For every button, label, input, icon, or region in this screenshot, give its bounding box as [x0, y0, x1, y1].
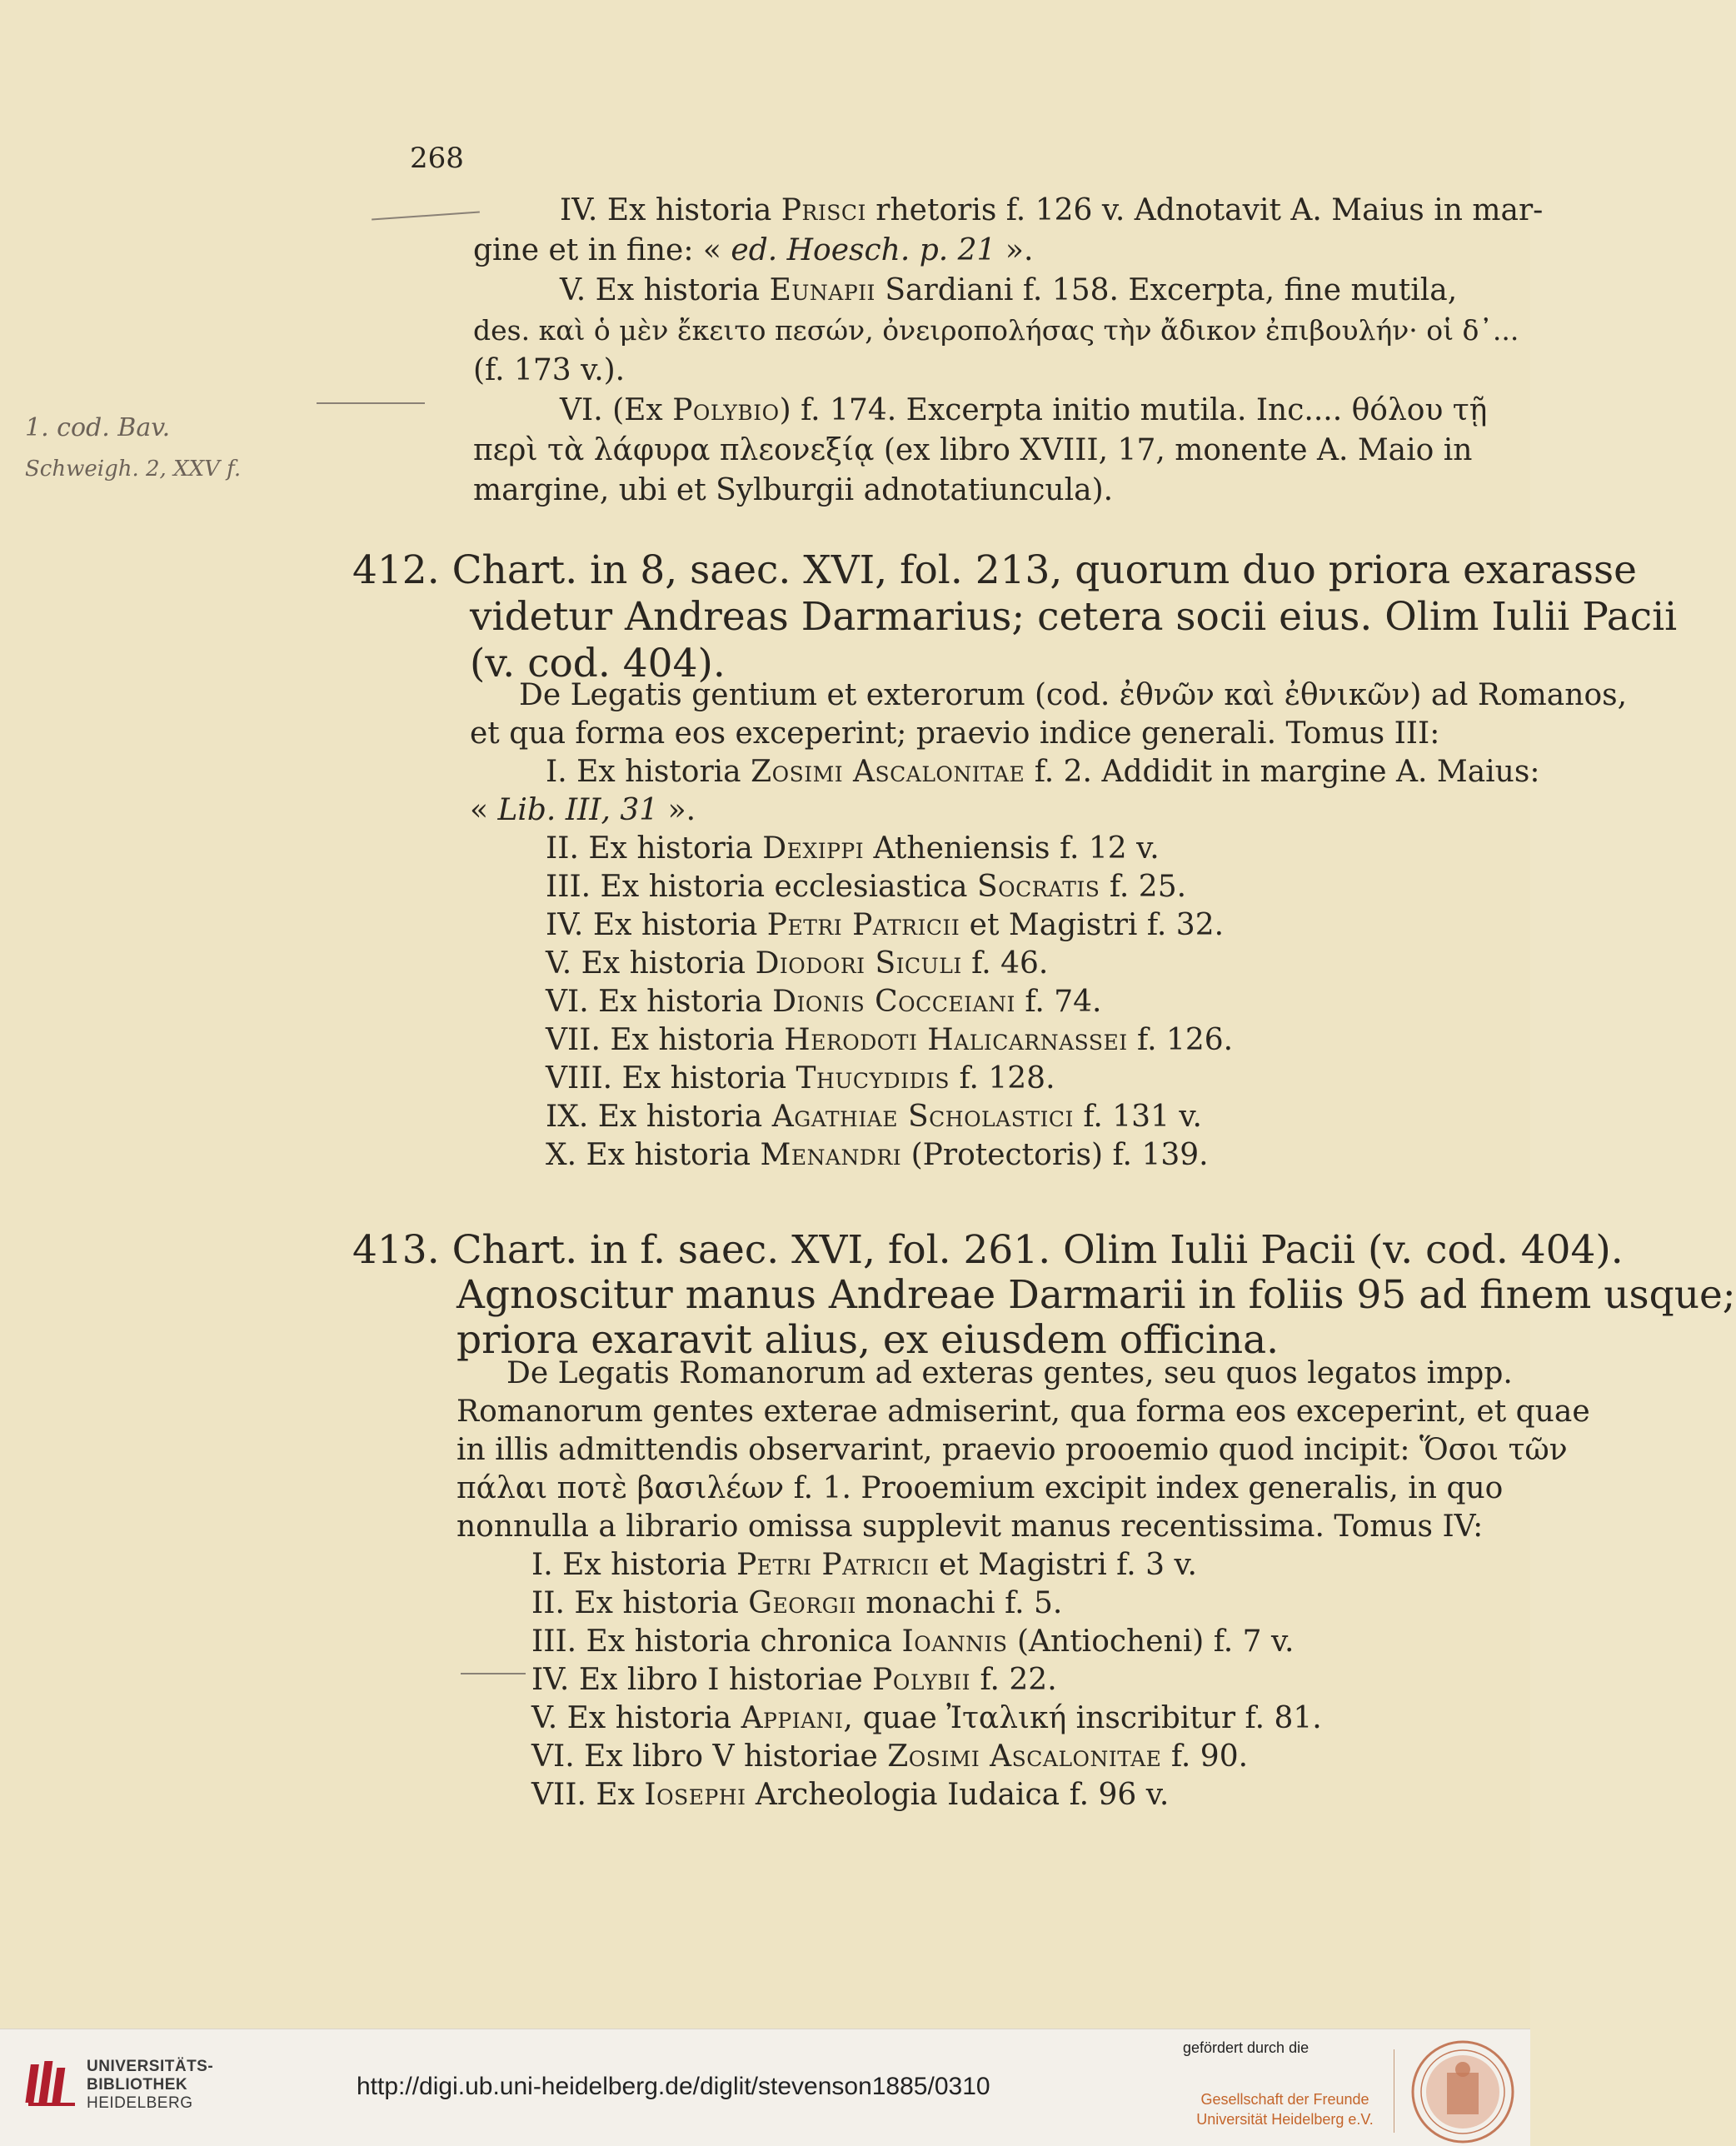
entry-412-heading: (v. cod. 404).: [470, 641, 726, 686]
pencil-mark: [317, 402, 425, 404]
entry-412-item: IX. Ex historia Agathiae Scholastici f. 131 v.: [546, 1100, 1202, 1134]
entry-412-description: De Legatis gentium et exterorum (cod. ἐθνῶν καὶ ἐθνικῶν) ad Romanos,: [519, 678, 1628, 712]
text-line: VI. (Ex Polybio) f. 174. Excerpta initio mutila. Inc.... θόλου τῇ: [560, 393, 1488, 427]
text-line: margine, ubi et Sylburgii adnotatiuncula).: [473, 473, 1114, 507]
entry-413-item: VI. Ex libro V historiae Zosimi Ascalonitae f. 90.: [531, 1739, 1249, 1774]
entry-413-description: nonnulla a librario omissa supplevit manus recentissima. Tomus IV:: [456, 1510, 1484, 1544]
entry-413-item: III. Ex historia chronica Ioannis (Antiocheni) f. 7 v.: [531, 1624, 1295, 1659]
entry-412-heading: videtur Andreas Darmarius; cetera socii eius. Olim Iulii Pacii: [470, 594, 1678, 640]
entry-413-item: VII. Ex Iosephi Archeologia Iudaica f. 96 v.: [531, 1778, 1170, 1812]
library-name[interactable]: UNIVERSITÄTS- BIBLIOTHEK HEIDELBERG: [87, 2058, 214, 2112]
entry-412-item: I. Ex historia Zosimi Ascalonitae f. 2. Addidit in margine A. Maius:: [546, 755, 1540, 789]
entry-412-item: II. Ex historia Dexippi Atheniensis f. 12 v.: [546, 831, 1160, 866]
text-line: gine et in fine: « ed. Hoesch. p. 21 ».: [473, 233, 1034, 267]
text-line: (f. 173 v.).: [473, 353, 626, 387]
entry-412-item: V. Ex historia Diodori Siculi f. 46.: [546, 946, 1049, 981]
entry-413-item: II. Ex historia Georgii monachi f. 5.: [531, 1586, 1063, 1620]
entry-412-description: et qua forma eos exceperint; praevio indice generali. Tomus III:: [470, 716, 1440, 751]
margin-note-line-1: 1. cod. Bav.: [25, 413, 171, 442]
entry-412-heading: 412. Chart. in 8, saec. XVI, fol. 213, quorum duo priora exarasse: [352, 547, 1637, 593]
entry-412-item: IV. Ex historia Petri Patricii et Magistri f. 32.: [546, 908, 1225, 942]
entry-413-item: IV. Ex libro I historiae Polybii f. 22.: [531, 1663, 1057, 1697]
margin-note-line-2: Schweigh. 2, XXV f.: [25, 457, 242, 482]
entry-413-description: Romanorum gentes exterae admiserint, qua forma eos exceperint, et quae: [456, 1395, 1590, 1429]
text-line: περὶ τὰ λάφυρα πλεονεξίᾳ (ex libro XVIII, 17, monente A. Maio in: [473, 433, 1473, 467]
entry-413-description: πάλαι ποτὲ βασιλέων f. 1. Prooemium excipit index generalis, in quo: [456, 1471, 1504, 1505]
text-line: IV. Ex historia Prisci rhetoris f. 126 v. Adnotavit A. Maius in mar-: [560, 193, 1544, 227]
entry-412-item: VIII. Ex historia Thucydidis f. 128.: [546, 1061, 1055, 1095]
entry-412-item: « Lib. III, 31 ».: [470, 793, 696, 827]
sponsor-name[interactable]: Gesellschaft der Freunde Universität Heidelberg e.V.: [1196, 2091, 1374, 2128]
entry-413-heading: Agnoscitur manus Andreae Darmarii in foliis 95 ad finem usque;: [456, 1272, 1736, 1318]
text-line-greek: des. καὶ ὁ μὲν ἔκειτο πεσών, ὀνειροπολήσας τὴν ἄδικον ἐπιβουλήν· οἱ δ᾽...: [473, 314, 1519, 347]
entry-413-description: in illis admittendis observarint, praevio prooemio quod incipit: Ὅσοι τῶν: [456, 1433, 1568, 1467]
permalink-url[interactable]: http://digi.ub.uni-heidelberg.de/diglit/stevenson1885/0310: [357, 2073, 990, 2100]
entry-413-item: V. Ex historia Appiani, quae Ἰταλική inscribitur f. 81.: [531, 1701, 1322, 1735]
entry-413-heading: priora exaravit alius, ex eiusdem officina.: [456, 1317, 1280, 1363]
entry-413-item: I. Ex historia Petri Patricii et Magistri f. 3 v.: [531, 1548, 1197, 1582]
entry-412-item: VII. Ex historia Herodoti Halicarnassei f. 126.: [546, 1023, 1234, 1057]
pencil-mark: [461, 1673, 526, 1674]
entry-413-heading: 413. Chart. in f. saec. XVI, fol. 261. Olim Iulii Pacii (v. cod. 404).: [352, 1227, 1624, 1273]
society-seal-icon: [1410, 2039, 1515, 2144]
entry-412-item: VI. Ex historia Dionis Cocceiani f. 74.: [546, 985, 1102, 1019]
page-number: 268: [410, 142, 464, 175]
text-line: V. Ex historia Eunapii Sardiani f. 158. Excerpta, fine mutila,: [560, 273, 1458, 307]
entry-412-item: III. Ex historia ecclesiastica Socratis f. 25.: [546, 870, 1187, 904]
university-library-logo-icon[interactable]: [28, 2058, 80, 2109]
entry-413-description: De Legatis Romanorum ad exteras gentes, seu quos legatos impp.: [506, 1356, 1513, 1390]
pencil-mark: [372, 211, 480, 220]
sponsor-label: gefördert durch die: [1183, 2039, 1309, 2056]
entry-412-item: X. Ex historia Menandri (Protectoris) f. 139.: [546, 1138, 1209, 1172]
